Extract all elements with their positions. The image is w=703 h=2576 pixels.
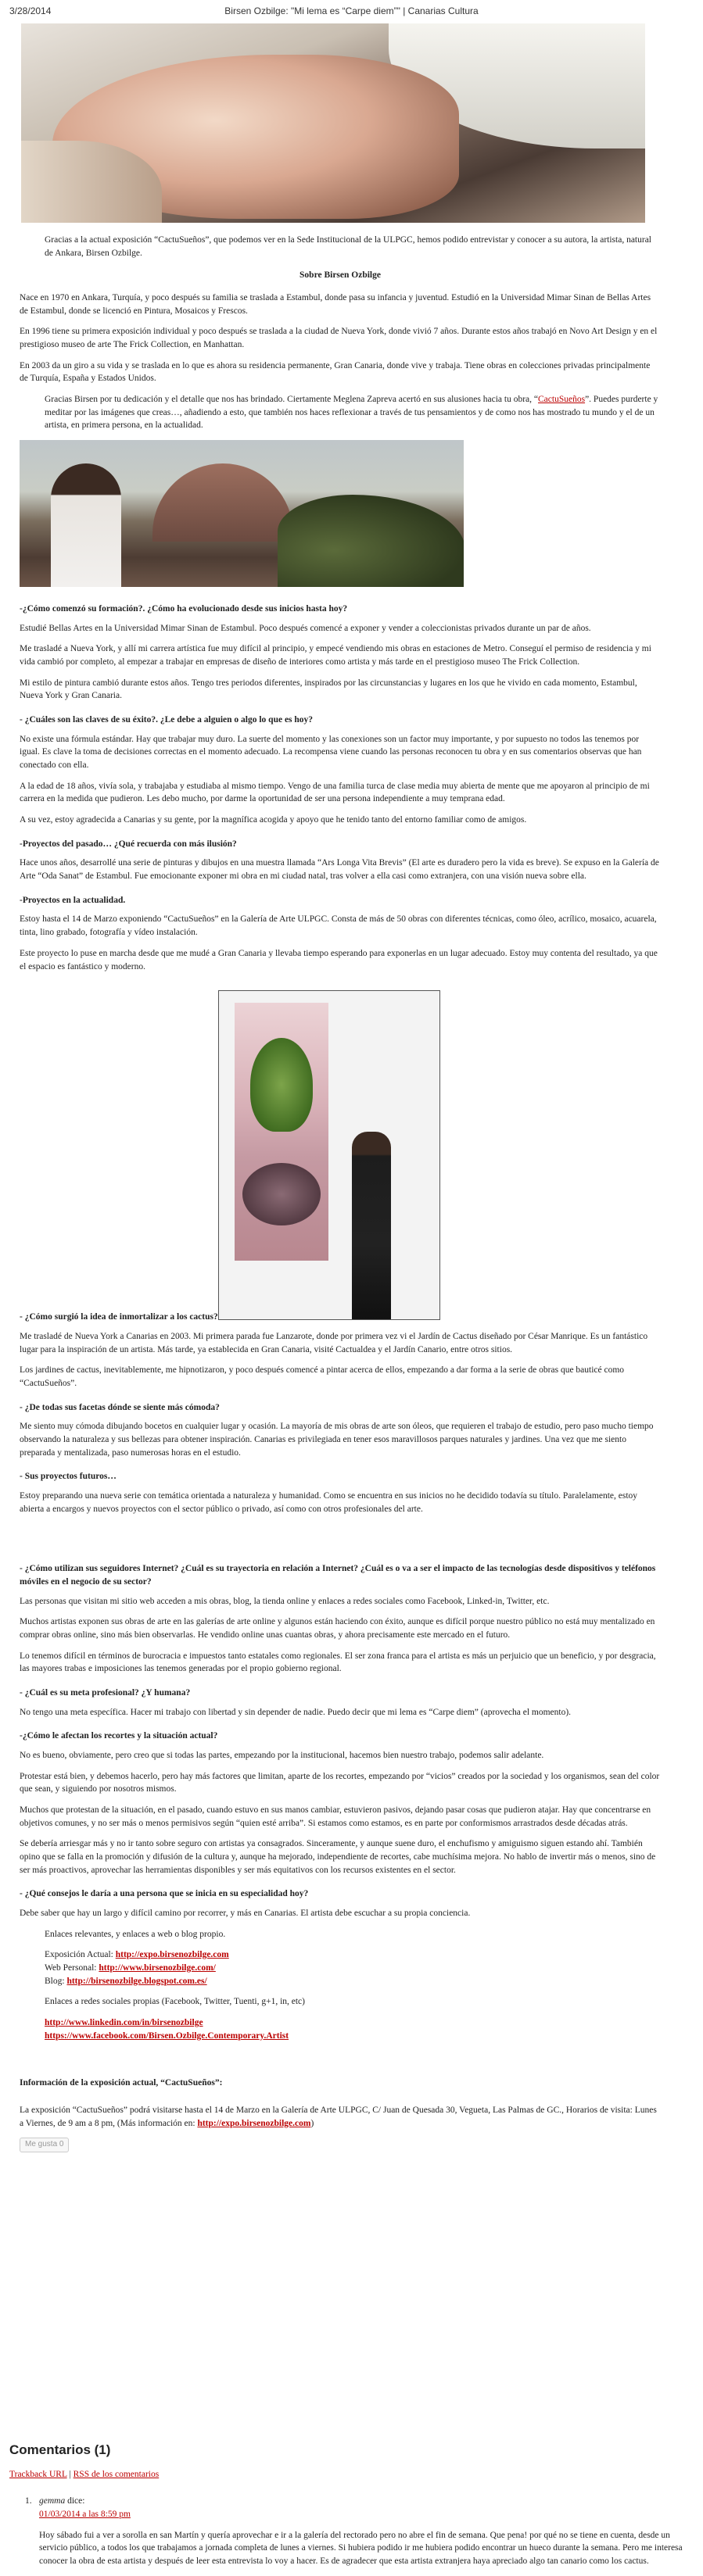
question: -Proyectos del pasado… ¿Qué recuerda con más ilusión? xyxy=(20,839,237,849)
answer: Me siento muy cómoda dibujando bocetos en cualquier lugar y ocasión. La mayoría de mis obras de arte son óleos, que requieren el trabajo de estudio, pero paso mucho tiempo observando la naturaleza y sus bellezas para obtener inspiración. Canarias es privilegiada en tener esos maravillosos parques naturales y jardines. Una vez que me siento preparada y mentalizada, paso numerosas horas en el estudio. xyxy=(20,1422,654,1458)
facebook-link[interactable]: https://www.facebook.com/Birsen.Ozbilge.Contemporary.Artist xyxy=(45,2030,289,2041)
bio-paragraph: En 2003 da un giro a su vida y se traslada en lo que es ahora su residencia permanente, Gran Canaria, donde vive y trabaja. Tiene obras en colecciones privadas principalmente de Turquía, España y Estados Unidos. xyxy=(20,360,651,384)
comment-author: gemma xyxy=(39,2496,66,2506)
social-intro: Enlaces a redes sociales propias (Facebook, Twitter, Tuenti, g+1, in, etc) xyxy=(45,1997,305,2007)
like-count: 0 xyxy=(59,2140,64,2149)
answer: Protestar está bien, y debemos hacerlo, pero hay más factores que limitan, aparte de los recortes, empezando por “vicios” creados por la sociedad y los organismos, sean del color que sean, y siguiendo por nosotros mismos. xyxy=(20,1771,660,1794)
answer: Las personas que visitan mi sitio web acceden a mis obras, blog, la tienda online y enlaces a redes sociales como Facebook, Linked-in, Twitter, etc. xyxy=(20,1596,550,1606)
question: - ¿Cuáles son las claves de su éxito?. ¿Le debe a alguien o algo lo que es hoy? xyxy=(20,715,314,725)
exhibition-info-heading: Información de la exposición actual, “CactuSueños”: xyxy=(20,2078,223,2088)
rss-comments-link[interactable]: RSS de los comentarios xyxy=(73,2469,160,2479)
linkedin-link[interactable]: http://www.linkedin.com/in/birsenozbilge xyxy=(45,2018,203,2028)
question: - ¿Cómo surgió la idea de inmortalizar a los cactus? xyxy=(20,1312,218,1322)
answer: Muchos artistas exponen sus obras de arte en las galerías de arte online y algunos están haciendo con éxito, aunque es difícil porque nuestro público no está muy mentalizado en comprar obras online, sino más bien observarlas. He vendido online unas cuantas obras, y ahora precisamente este mercado en el futuro. xyxy=(20,1617,655,1640)
comments-heading: Comentarios (1) xyxy=(9,2442,111,2457)
exhibition-info: La exposición “CactuSueños” podrá visitarse hasta el 14 de Marzo en la Galería de Arte ULPGC, C/ Juan de Quesada 30, Vegueta, Las Palmas de GC., Horarios de visita: Lunes a Viernes, de 9 am a 8 pm, (Más información en: http://expo.birsenozbilge.com) xyxy=(20,2106,657,2128)
question: - ¿Cuál es su meta profesional? ¿Y humana? xyxy=(20,1687,191,1698)
intro-text: Gracias a la actual exposición “CactuSueños”, que podemos ver en la Sede Institucional de la ULPGC, hemos podido entrevistar y conocer a su autora, la artista, natural de Ankara, Birsen Ozbilge. xyxy=(45,235,652,258)
answer: No tengo una meta específica. Hacer mi trabajo con libertad y sin depender de nadie. Puedo decir que mi lema es “Carpe diem” (aprovecha el momento). xyxy=(20,1707,572,1717)
answer: Estoy hasta el 14 de Marzo exponiendo “CactuSueños” en la Galería de Arte ULPGC. Consta de más de 50 obras con diferentes técnicas, como óleo, acrílico, mosaico, acuarela, tinta, lino grabado, fotografía y vídeo instalación. xyxy=(20,914,657,938)
trackback-link[interactable]: Trackback URL xyxy=(9,2469,67,2479)
answer: Los jardines de cactus, inevitablemente, me hipnotizaron, y poco después comencé a pintar acerca de ellos, empezando a dar forma a la serie de obras que bauticé como “CactuSueños”. xyxy=(20,1365,625,1388)
social-links xyxy=(20,2016,661,2042)
question: -¿Cómo comenzó su formación?. ¿Cómo ha evolucionado desde sus inicios hasta hoy? xyxy=(20,604,348,614)
question: -¿Cómo le afectan los recortes y la situación actual? xyxy=(20,1731,218,1741)
comments-section: Comentarios (1) Trackback URL | RSS de los comentarios 1. gemma dice: 01/03/2014 a las 8:59 pm Hoy sábado fui a ver a sorolla en san Martín y quería aprovechar e ir a la galería del rectorado pero no abre el fin de semana. Que pena! por qué no se tiene en cuenta, desde un servicio público, a todos los que trabajamos a jornada completa de lunes a viernes. Si hubiera podido ir me hubiera podido encontrar un hueco durante la semana. Pero me interesa conocer la obra de esta artista y después de leer esta entrevista lo voy a hacer. Es de agradecer que esta artista extranjera haya apreciado algo tan canario como los cactus. xyxy=(9,2427,690,2576)
answer: Debe saber que hay un largo y difícil camino por recorrer, y más en Canarias. El artista debe escuchar a su propia conciencia. xyxy=(20,1909,471,1918)
answer: No es bueno, obviamente, pero creo que si todas las partes, empezando por la institucional, hacemos bien nuestro trabajo, podemos salir adelante. xyxy=(20,1750,544,1760)
comment: 1. gemma dice: 01/03/2014 a las 8:59 pm Hoy sábado fui a ver a sorolla en san Martín y quería aprovechar e ir a la galería del rectorado pero no abre el fin de semana. Que pena! por qué no se tiene en cuenta, desde un servicio público, a todos los que trabajamos a jornada completa de lunes a viernes. Si hubiera podido ir me hubiera podido encontrar un hueco durante la semana. Pero me interesa conocer la obra de esta artista y después de leer esta entrevista lo voy a hacer. Es de agradecer que esta artista extranjera haya apreciado algo tan canario como los cactus. xyxy=(9,2495,690,2575)
answer: Me trasladé de Nueva York a Canarias en 2003. Mi primera parada fue Lanzarote, donde por primera vez vi el Jardín de Cactus diseñado por César Manrique. Es un fantástico lugar para la inspiración de un artista. Más tarde, ya establecida en Gran Canaria, visité Cactualdea y el Jardín Canario, entre otros sitios. xyxy=(20,1331,648,1354)
answer: Este proyecto lo puse en marcha desde que me mudé a Gran Canaria y llevaba tiempo esperando para exponerlas en un lugar adecuado. Estoy muy contenta del resultado, ya que el espacio es fantástico y moderno. xyxy=(20,948,658,971)
blog-link[interactable]: http://birsenozbilge.blogspot.com.es/ xyxy=(66,1976,207,1986)
answer: Muchos que protestan de la situación, en el pasado, cuando estuvo en sus manos cambiar, estuvieron pasivos, dejando pasar cosas que pudieron atajar. Hay que concentrarse en objetivos comunes, y no ser más o menos permisivos según “quien esté arriba”. Si estamos como estamos, es en parte por conformismos arrastrados desde décadas atrás. xyxy=(20,1805,651,1828)
hero-painting-image xyxy=(21,23,645,223)
personal-web-link[interactable]: http://www.birsenozbilge.com/ xyxy=(99,1963,216,1973)
answer: A la edad de 18 años, vivía sola, y trabajaba y estudiaba al mismo tiempo. Vengo de una familia turca de clase media muy abierta de mente que me apoyaron al principio de mi carrera en la medida que pudieron. Les debo mucho, por darme la oportunidad de ser una persona independiente a muy temprana edad. xyxy=(20,781,650,804)
question: - Sus proyectos futuros… xyxy=(20,1472,117,1482)
exhibition-info-link[interactable]: http://expo.birsenozbilge.com xyxy=(197,2118,311,2128)
answer: Estoy preparando una nueva serie con temática orientada a naturaleza y humanidad. Como se encuentra en sus inicios no he decidido todavía su título. Paralelamente, estoy abierta a encargos y nuevos proyectos con el sector público o privado, así como con otros profesionales del arte. xyxy=(20,1490,638,1514)
answer: Hace unos años, desarrollé una serie de pinturas y dibujos en una muestra llamada “Ars Longa Vita Brevis” (El arte es duradero pero la vida es breve). Se expuso en la Galería de Arte “Oda Sanat” de Estambul. Fue emocionante exponer mi obra en mi ciudad natal, tras volver a ella casi como extranjera, con una visión nueva sobre ella. xyxy=(20,858,659,882)
question: -Proyectos en la actualidad. xyxy=(20,895,126,905)
page-title: Birsen Ozbilge: "Mi lema es “Carpe diem”" | Canarias Cultura xyxy=(224,5,479,17)
links-intro: Enlaces relevantes, y enlaces a web o blog propio. xyxy=(45,1929,226,1939)
exhibition-link[interactable]: http://expo.birsenozbilge.com xyxy=(115,1950,229,1960)
comment-text: Hoy sábado fui a ver a sorolla en san Martín y quería aprovechar e ir a la galería del rectorado pero no abre el fin de semana. Que pena! por qué no se tiene en cuenta, desde un servicio público, a todos los que trabajamos a jornada completa de lunes a viernes. Si hubiera podido ir me hubiera podido encontrar un hueco durante la semana. Pero me interesa conocer la obra de esta artista y después de leer esta entrevista lo voy a hacer. Es de agradecer que esta artista extranjera haya apreciado algo tan canario como los cactus. xyxy=(39,2530,683,2566)
answer: Estudié Bellas Artes en la Universidad Mimar Sinan de Estambul. Poco después comencé a exponer y vender a coleccionistas privados durante un par de años. xyxy=(20,623,591,633)
artist-photo-garden xyxy=(20,440,464,587)
like-button[interactable]: Me gusta 0 xyxy=(20,2138,69,2152)
print-header xyxy=(0,0,703,23)
answer: Lo tenemos difícil en términos de burocracia e impuestos tanto estatales como regionales. El ser zona franca para el artista es más un perjuicio que un beneficio, y por desgracia, las mayores trabas e imposiciones las tenemos generadas por el propio gobierno regional. xyxy=(20,1651,656,1674)
print-date: 3/28/2014 xyxy=(9,5,52,17)
bio-paragraph: En 1996 tiene su primera exposición individual y poco después se traslada a la ciudad de Nueva York, donde vivió 7 años. Durante estos años trabajó en Novo Art Design y en el prestigioso museo de arte The Frick Collection, en Manhattan. xyxy=(20,327,658,350)
question: - ¿Qué consejos le daría a una persona que se inicia en su especialidad hoy? xyxy=(20,1889,309,1899)
artist-with-painting-photo xyxy=(218,990,440,1320)
cactusuenos-link[interactable]: CactuSueños xyxy=(538,395,586,405)
bio-paragraph: Nace en 1970 en Ankara, Turquía, y poco después su familia se traslada a Estambul, donde pasa su infancia y juventud. Estudió en la Universidad Mimar Sinan de Bellas Artes de Estambul, donde se licenció en Pintura, Mosaicos y Frescos. xyxy=(20,293,651,316)
answer: Se debería arriesgar más y no ir tanto sobre seguro con artistas ya consagrados. Sinceramente, y aunque suene duro, el enchufismo y amiguismo siguen estando ahí. También opino que se falla en la promoción y difusión de la cultura y, aunque ha mejorado, independiente de recortes, cabe muchísima mejora. No hablo de invertir más o menos, sino de ser más proactivos, aprovechar las herramientas disponibles y ser más equitativos con los recursos existentes en el sector. xyxy=(20,1839,656,1875)
answer: A su vez, estoy agradecida a Canarias y su gente, por la magnífica acogida y apoyo que he tenido tanto del entorno familiar como de amigos. xyxy=(20,815,527,825)
answer: Mi estilo de pintura cambió durante estos años. Tengo tres periodos diferentes, inspirados por las circunstancias y lugares en los que he vivido en cada momento, Estambul, Nueva York y Gran Canaria. xyxy=(20,678,637,701)
thanks-paragraph: Gracias Birsen por tu dedicación y el detalle que nos has brindado. Ciertamente Meglena Zapreva acertó en sus alusiones hacia tu obra, “CactuSueños”. Puedes purderte y meditar por las imágenes que creas…, añadiendo a esto, que también nos haces reflexionar a través de tus pensamientos y de como nos has mostrado tu mundo y el de un artista, en primera persona, en la actualidad. xyxy=(45,395,658,431)
answer: Me trasladé a Nueva York, y allí mi carrera artística fue muy difícil al principio, y empecé vendiendo mis obras en estaciones de Metro. Conseguí el permiso de residencia y mi vida cambió por completo, al empezar a trabajar en empresas de diseño de interiores como artista y más tarde en el prestigioso museo The Frick Collection. xyxy=(20,644,651,667)
question: - ¿De todas sus facetas dónde se siente más cómoda? xyxy=(20,1402,220,1412)
question: - ¿Cómo utilizan sus seguidores Internet? ¿Cuál es su trayectoria en relación a Internet? ¿Cuál es o va a ser el impacto de las tecnologías desde dispositivos y teléfonos móviles en el negocio de su sector? xyxy=(20,1564,656,1587)
article xyxy=(20,23,661,2160)
comment-date-link[interactable]: 01/03/2014 a las 8:59 pm xyxy=(39,2509,131,2519)
about-heading: Sobre Birsen Ozbilge xyxy=(299,270,381,281)
answer: No existe una fórmula estándar. Hay que trabajar muy duro. La suerte del momento y las conexiones son un factor muy importante, y por supuesto no todos las tenemos por igual. Es clave la toma de decisiones correctas en el momento adecuado. La recompensa viene cuando las personas reconocen tu obra y en sus comentarios observas que han conectado con ella. xyxy=(20,734,642,771)
links-list: Exposición Actual: http://expo.birsenozbilge.com Web Personal: http://www.birsenozbilge.com/ Blog: http://birsenozbilge.blogspot.com.es/ xyxy=(45,1950,229,1986)
